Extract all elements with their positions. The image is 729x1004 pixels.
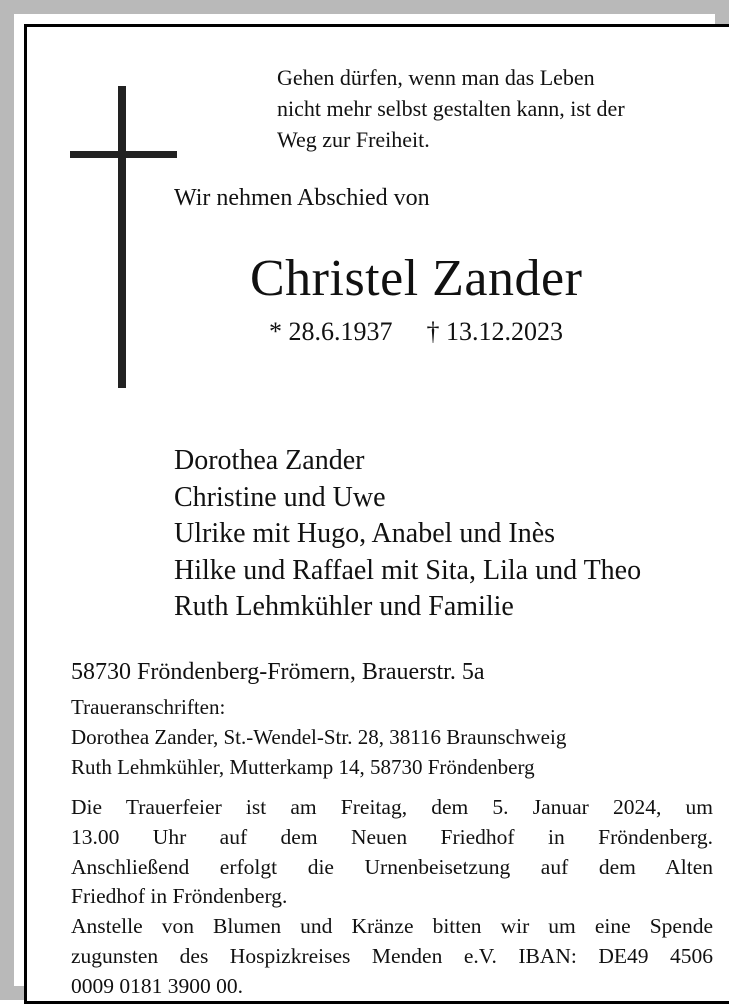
- quote-line: Gehen dürfen, wenn man das Leben: [277, 65, 595, 90]
- birth-date: * 28.6.1937: [269, 317, 393, 346]
- family-member: Dorothea Zander: [174, 445, 365, 476]
- ceremony-line: Friedhof in Fröndenberg.: [71, 884, 288, 909]
- family-member: Ruth Lehmkühler und Familie: [174, 591, 514, 622]
- mourning-addresses: [71, 692, 566, 782]
- ceremony-line: 13.00 Uhr auf dem Neuen Friedhof in Fröndenberg.: [71, 824, 713, 849]
- farewell-text: Wir nehmen Abschied von: [174, 185, 430, 211]
- mourning-addresses-heading: Traueranschriften:: [71, 695, 226, 719]
- family-list: [174, 443, 641, 626]
- home-address: 58730 Fröndenberg-Frömern, Brauerstr. 5a: [71, 659, 485, 685]
- life-dates: [269, 317, 563, 347]
- donation-info: [71, 912, 713, 1001]
- quote-line: nicht mehr selbst gestalten kann, ist der: [277, 96, 625, 121]
- ceremony-line: Anschließend erfolgt die Urnenbeisetzung auf dem Alten: [71, 854, 713, 879]
- family-member: Christine und Uwe: [174, 481, 386, 513]
- mourning-address: Ruth Lehmkühler, Mutterkamp 14, 58730 Fröndenberg: [71, 755, 535, 779]
- donation-line: zugunsten des Hospizkreises Menden e.V. IBAN: DE49 4506: [71, 943, 713, 968]
- ceremony-info: [71, 793, 713, 912]
- deceased-name: Christel Zander: [250, 250, 583, 307]
- ceremony-line: Die Trauerfeier ist am Freitag, dem 5. Januar 2024, um: [71, 795, 713, 819]
- cross-icon: [118, 86, 126, 388]
- donation-line: 0009 0181 3900 00.: [71, 973, 243, 998]
- family-member: Ulrike mit Hugo, Anabel und Inès: [174, 518, 556, 549]
- quote-line: Weg zur Freiheit.: [277, 127, 430, 152]
- donation-line: Anstelle von Blumen und Kränze bitten wir um eine Spende: [71, 914, 713, 938]
- cross-icon-bar: [70, 151, 177, 158]
- death-date: † 13.12.2023: [426, 317, 563, 346]
- obituary-notice: [24, 24, 729, 1004]
- memorial-quote: [277, 62, 717, 155]
- family-member: Hilke und Raffael mit Sita, Lila und Theo: [174, 554, 642, 586]
- mourning-address: Dorothea Zander, St.-Wendel-Str. 28, 38116 Braunschweig: [71, 725, 567, 749]
